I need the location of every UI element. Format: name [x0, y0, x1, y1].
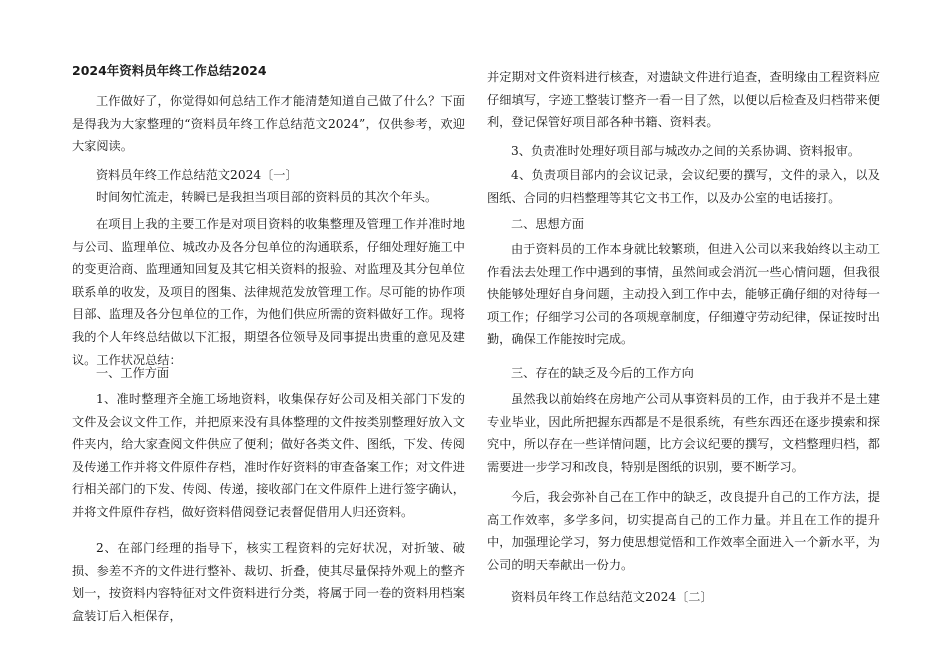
paragraph-item-2: 2、在部门经理的指导下，核实工程资料的完好状况，对折皱、破损、参差不齐的文件进行整补、裁切、折叠，使其尽量保持外观上的整齐划一，按资料内容特征对文件资料进行分类，将属于同一卷的资料用档案盒装订后入柜保存，	[72, 541, 465, 623]
paragraph-item-3: 3、负责准时处理好项目部与城改办之间的关系协调、资料报审。	[511, 144, 861, 158]
paragraph-thinking: 由于资料员的工作本身就比较繁琐，但进入公司以来我始终以主动工作看法去处理工作中遇到的事情，虽然间或会消沉一些心情问题，但我很快能够处理好自身问题，主动投入到工作中去，能够正确仔细的对待每一项工作；仔细学习公司的各项规章制度，仔细遵守劳动纪律，保证按时出勤，确保工作能按时完成。	[487, 242, 880, 347]
section-heading-sample-two: 资料员年终工作总结范文2024〔二〕	[511, 590, 713, 604]
paragraph-item-2-continued: 并定期对文件资料进行核查，对遗缺文件进行追查，查明缘由工程资料应仔细填写，字迹工整装订整齐一看一目了然，以便以后检查及归档带来便利，登记保管好项目部各种书籍、资料表。	[487, 70, 880, 130]
paragraph-item-4: 4、负责项目部内的会议记录，会议纪要的撰写，文件的录入，以及图纸、合同的归档整理等其它文书工作，以及办公室的电话接打。	[487, 168, 880, 205]
paragraph-future-plan: 今后，我会弥补自己在工作中的缺乏，改良提升自己的工作方法，提高工作效率，多学多问，切实提高自己的工作力量。并且在工作的提升中，加强理论学习，努力使思想觉悟和工作效率全面进入一个新水平，为公司的明天奉献出一份力。	[487, 490, 880, 572]
paragraph-second-year: 时间匆忙流走，转瞬已是我担当项目部的资料员的其次个年头。	[96, 190, 438, 204]
heading-shortcomings: 三、存在的缺乏及今后的工作方向	[511, 366, 694, 380]
heading-work-aspect: 一、工作方面	[96, 366, 170, 380]
intro-paragraph: 工作做好了，你觉得如何总结工作才能清楚知道自己做了什么？下面是得我为大家整理的“资料员年终工作总结范文2024”，仅供参考，欢迎大家阅读。	[72, 94, 465, 154]
document-title: 2024年资料员年终工作总结2024	[72, 63, 267, 78]
paragraph-item-1: 1、准时整理齐全施工场地资料，收集保存好公司及相关部门下发的文件及会议文件工作，并把原来没有具体整理的文件按类别整理好放入文件夹内，给大家查阅文件供应了便利；做好各类文件、图纸，下发、传阅及传递工作并将文件原件存档，准时作好资料的审查备案工作；对文件进行相关部门的下发、传阅、传递，接收部门在文件原件上进行签字确认，并将文件原件存档，做好资料借阅登记表督促借用人归还资料。	[72, 392, 465, 519]
paragraph-shortcomings: 虽然我以前始终在房地产公司从事资料员的工作，由于我并不是土建专业毕业，因此所把握东西都是不是很系统，有些东西还在逐步摸索和探究中，所以存在一些详情问题，比方会议纪要的撰写，文档整理归档，都需要进一步学习和改良，特别是图纸的识别，要不断学习。	[487, 392, 880, 474]
paragraph-main-duties: 在项目上我的主要工作是对项目资料的收集整理及管理工作并准时地与公司、监理单位、城改办及各分包单位的沟通联系，仔细处理好施工中的变更洽商、监理通知回复及其它相关资料的报验、对监理及其分包单位联系单的收发，及项目的图集、法律规范发放管理工作。尽可能的协作项目部、监理及各分包单位的工作，为他们供应所需的资料做好工作。现将我的个人年终总结做以下汇报，期望各位领导及同事提出贵重的意见及建议。工作状况总结：	[72, 217, 465, 367]
heading-thinking-aspect: 二、思想方面	[511, 217, 585, 231]
section-heading-sample-one: 资料员年终工作总结范文2024〔一〕	[96, 168, 298, 182]
